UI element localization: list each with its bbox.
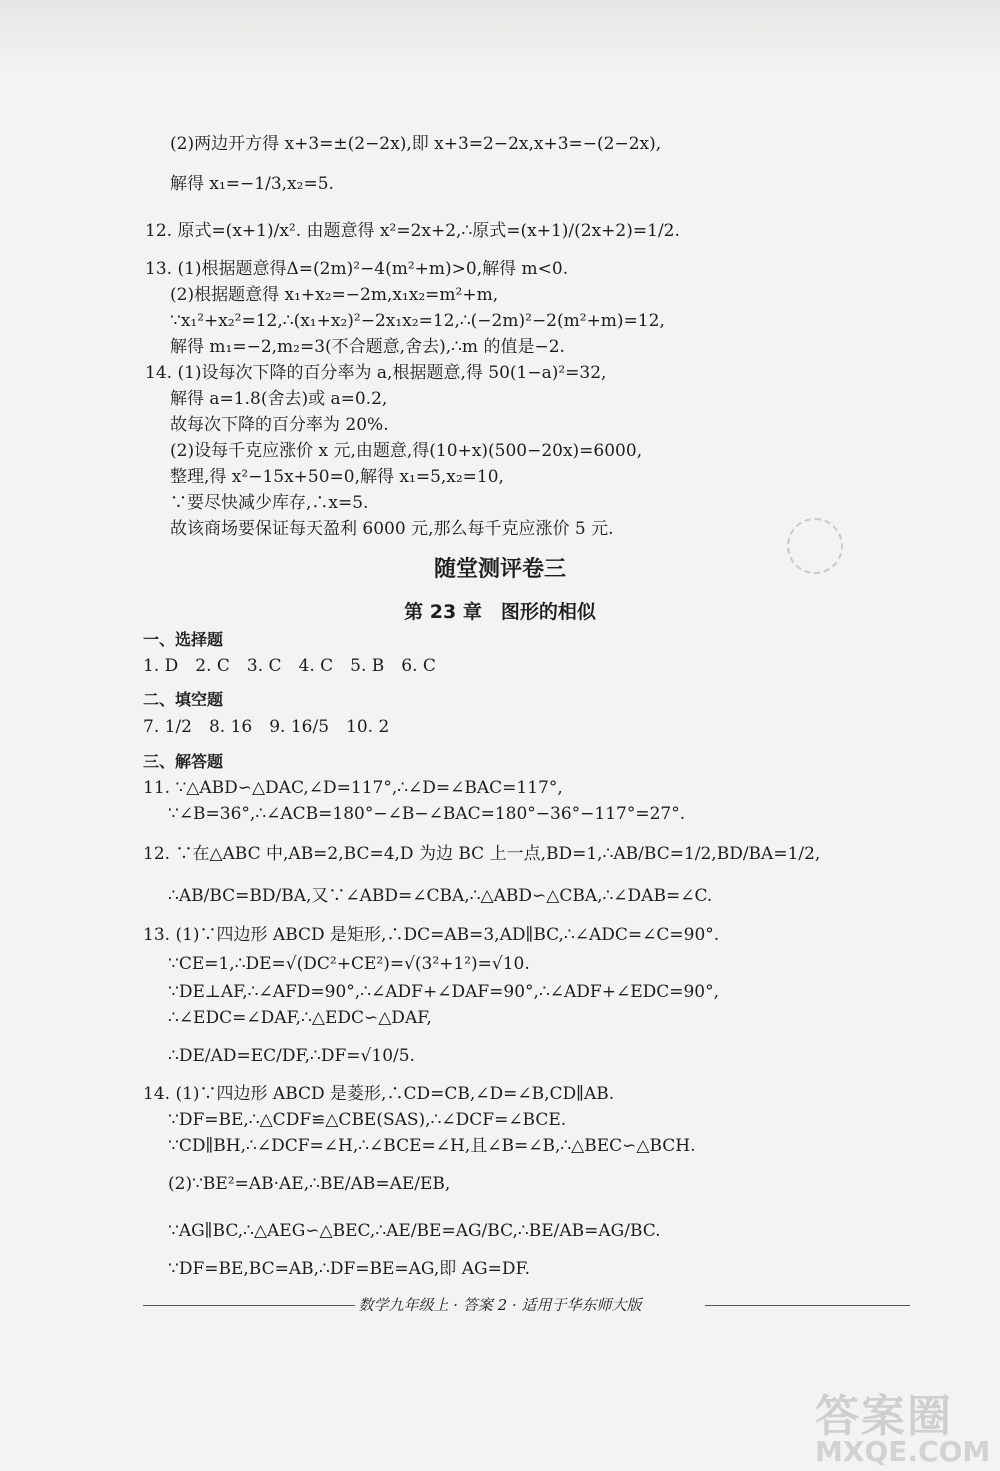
answer-line: 11. ∵△ABD∽△DAC,∠D=117°,∴∠D=∠BAC=117°, <box>143 778 563 798</box>
answer-line: (2)根据题意得 x₁+x₂=−2m,x₁x₂=m²+m, <box>170 285 499 305</box>
answer-line: (2)设每千克应涨价 x 元,由题意,得(10+x)(500−20x)=6000, <box>170 441 643 461</box>
answer-line: ∵DF=BE,BC=AB,∴DF=BE=AG,即 AG=DF. <box>168 1259 530 1279</box>
section-fill: 二、填空题 <box>143 690 224 709</box>
answer-line: 整理,得 x²−15x+50=0,解得 x₁=5,x₂=10, <box>170 467 504 487</box>
answer-line: ∴DE/AD=EC/DF,∴DF=√10/5. <box>168 1046 415 1066</box>
answer-line: 12. 原式=(x+1)/x². 由题意得 x²=2x+2,∴原式=(x+1)/(2x+2)=1/2. <box>145 221 680 241</box>
answer-line: (2)∵BE²=AB·AE,∴BE/AB=AE/EB, <box>168 1174 451 1194</box>
answer-line: 解得 a=1.8(舍去)或 a=0.2, <box>170 389 388 409</box>
stamp-mark <box>787 518 843 574</box>
answer-line: 12. ∵在△ABC 中,AB=2,BC=4,D 为边 BC 上一点,BD=1,∴AB/BC=1/2,BD/BA=1/2, <box>143 844 821 864</box>
chapter-title: 第 23 章 图形的相似 <box>404 601 596 623</box>
answer-line: 14. (1)设每次下降的百分率为 a,根据题意,得 50(1−a)²=32, <box>145 363 607 383</box>
answer-line: 13. (1)∵四边形 ABCD 是矩形,∴DC=AB=3,AD∥BC,∴∠ADC=∠C=90°. <box>143 925 720 945</box>
watermark-url: MXQE.COM <box>815 1435 991 1468</box>
page-top-shadow <box>0 0 1000 70</box>
answer-line: 7. 1/2 8. 16 9. 16/5 10. 2 <box>143 717 390 737</box>
answer-line: ∵x₁²+x₂²=12,∴(x₁+x₂)²−2x₁x₂=12,∴(−2m)²−2(m²+m)=12, <box>170 311 665 331</box>
main-title: 随堂测评卷三 <box>433 557 566 582</box>
answer-line: 1. D 2. C 3. C 4. C 5. B 6. C <box>143 656 436 676</box>
answer-line: ∵CE=1,∴DE=√(DC²+CE²)=√(3²+1²)=√10. <box>168 954 530 974</box>
answer-line: ∵要尽快减少库存,∴x=5. <box>170 493 369 513</box>
answer-line: 故每次下降的百分率为 20%. <box>170 415 389 435</box>
answer-line: 13. (1)根据题意得Δ=(2m)²−4(m²+m)>0,解得 m<0. <box>145 259 569 279</box>
answer-line: ∴∠EDC=∠DAF,∴△EDC∽△DAF, <box>168 1008 432 1028</box>
answer-line: ∵AG∥BC,∴△AEG∽△BEC,∴AE/BE=AG/BC,∴BE/AB=AG/BC. <box>168 1221 661 1241</box>
watermark-logo: 答案圈 <box>815 1391 953 1442</box>
section-answer: 三、解答题 <box>143 752 224 771</box>
section-choice: 一、选择题 <box>143 630 224 649</box>
answer-line: 解得 m₁=−2,m₂=3(不合题意,舍去),∴m 的值是−2. <box>170 337 565 357</box>
answer-line: 故该商场要保证每天盈利 6000 元,那么每千克应涨价 5 元. <box>170 519 614 539</box>
answer-line: ∵DE⊥AF,∴∠AFD=90°,∴∠ADF+∠DAF=90°,∴∠ADF+∠EDC=90°, <box>168 982 720 1002</box>
answer-line: (2)两边开方得 x+3=±(2−2x),即 x+3=2−2x,x+3=−(2−2x), <box>170 134 662 154</box>
answer-line: ∵CD∥BH,∴∠DCF=∠H,∴∠BCE=∠H,且∠B=∠B,∴△BEC∽△BCH. <box>168 1136 696 1156</box>
answer-line: ∵∠B=36°,∴∠ACB=180°−∠B−∠BAC=180°−36°−117°=27°. <box>168 804 686 824</box>
page-footer: 数学九年级上 · 答案 2 · 适用于华东师大版 <box>358 1296 642 1314</box>
answer-line: ∴AB/BC=BD/BA,又∵∠ABD=∠CBA,∴△ABD∽△CBA,∴∠DAB=∠C. <box>168 886 713 906</box>
answer-line: 14. (1)∵四边形 ABCD 是菱形,∴CD=CB,∠D=∠B,CD∥AB. <box>143 1084 615 1104</box>
answer-line: ∵DF=BE,∴△CDF≌△CBE(SAS),∴∠DCF=∠BCE. <box>168 1110 567 1130</box>
answer-line: 解得 x₁=−1/3,x₂=5. <box>170 174 334 194</box>
